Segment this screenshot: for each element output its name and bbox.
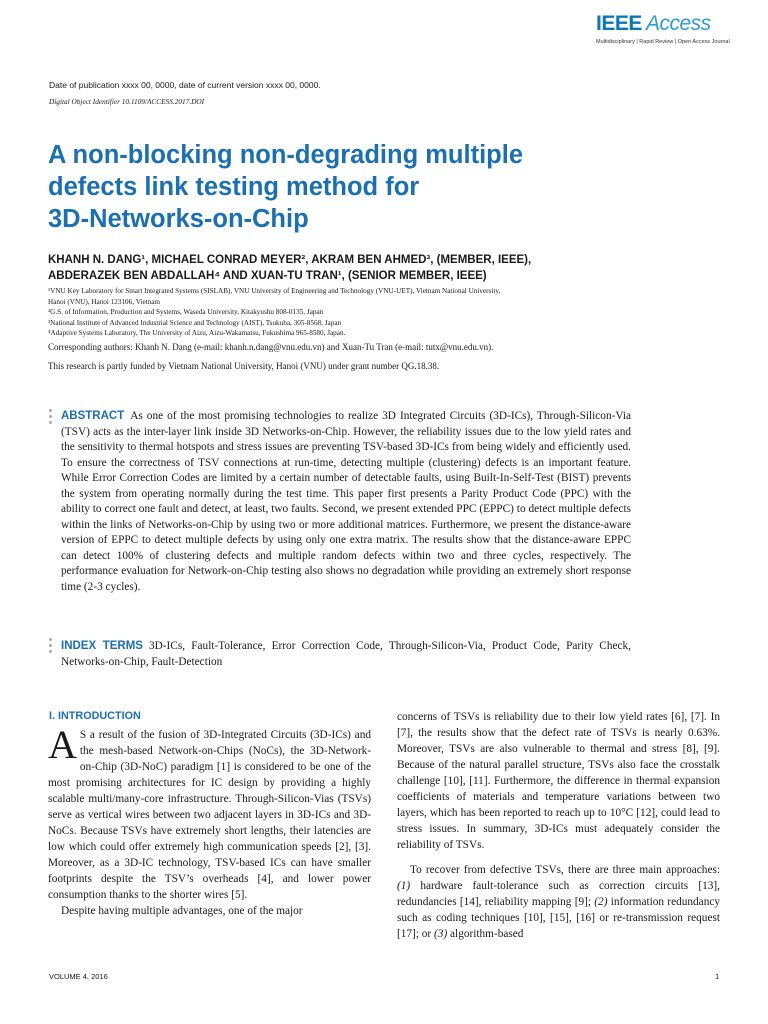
affiliation: ²G.S. of Information, Production and Systems, Waseda University, Kitakyushu 808-0135, Japan [48,308,324,317]
body-column-right [397,709,720,942]
affiliation: ⁴Adaptive Systems Laboratory, The University of Aizu, Aizu-Wakamatsu, Fukushima 965-8580, Japan. [48,329,346,338]
paragraph: Despite having multiple advantages, one of the major [61,905,303,917]
logo-tagline: Multidisciplinary | Rapid Review | Open Access Journal [596,39,730,45]
author-line: KHANH N. DANG¹, MICHAEL CONRAD MEYER², AKRAM BEN AHMED³, (MEMBER, IEEE), [48,254,532,266]
logo-brand-bold: IEEE [596,12,642,35]
title-line: defects link testing method for [48,173,420,201]
affiliation: ¹VNU Key Laboratory for Smart Integrated Systems (SISLAB), VNU University of Engineering and Technology (VNU-UET), Vietnam National University, [48,287,501,295]
publication-date: Date of publication xxxx 00, 0000, date of current version xxxx 00, 0000. [49,80,321,90]
abstract-text: As one of the most promising technologies to realize 3D Integrated Circuits (3D-ICs), Through-Silicon-Via (TSV) acts as the inter-layer link inside 3D Networks-on-Chip. However, the reliability issues due to the low yield rates and the sensitivity to thermal hotspots and stress issues are preventing TSV-based 3D-ICs from being widely and efficiently used. To ensure the correctness of TSV connections at run-time, detecting multiple (clustering) defects is an important feature. While Error Correction Codes are limited by a certain number of detectable faults, using Built-In-Self-Test (BIST) prevents the system from operating normally during the test time. This paper first presents a Parity Product Code (PPC) with the ability to correct one fault and detect, at least, two faults. Second, we present extended PPC (EPPC) to detect multiple defects within the links of Networks-on-Chip by using two or more additional matrices. Furthermore, we present the distance-aware version of EPPC to detect multiple defects by using only one extra matrix. The results show that the distance-aware EPPC can detect 100% of clustering defects and multiple random defects within two and three cycles, respectively. The performance evaluation for Network-on-Chip testing also shows no degradation while providing an extremely short response time (2-3 cycles). [61,410,631,593]
section-heading: I. INTRODUCTION [49,710,141,722]
paragraph: concerns of TSVs is reliability due to their low yield rates [6], [7]. In [7], the results show that the defect rate of TSVs is nearly 0.63%. Moreover, TSVs are also vulnerable to thermal and stress [8], [9]. Because of the natural parallel structure, TSVs also face the crosstalk challenge [10], [11]. Furthermore, the difference in thermal expansion coefficients of materials and temperature variations between two layers, which has been reported to reach up to 10°C [12], could lead to stress issues. In summary, 3D-ICs must adequately consider the reliability of TSVs. [397,711,720,851]
abstract-label: ABSTRACT [61,410,125,422]
index-terms-marker-icon [49,638,53,656]
enum-marker: (3) [434,928,448,940]
paragraph [397,862,720,942]
paragraph-text: information redundancy such as coding techniques [10], [15], [16] or re-transmission request [17]; or [397,896,721,940]
volume-footer: VOLUME 4, 2016 [49,972,108,981]
page-number: 1 [715,972,720,981]
abstract [61,409,631,595]
affiliation: Hanoi (VNU), Hanoi 123106, Vietnam [48,297,161,306]
funding-note: This research is partly funded by Vietnam National University, Hanoi (VNU) under grant number QG.18.38. [48,361,440,371]
corresponding-authors: Corresponding authors: Khanh N. Dang (e-mail: khanh.n.dang@vnu.edu.vn) and Xuan-Tu Tran (e-mail: tutx@vnu.edu.vn). [48,342,494,352]
ieee-access-logo [596,12,730,48]
abstract-marker-icon [49,409,53,427]
paragraph-text: algorithm-based [447,928,524,940]
paper-title [48,139,648,235]
title-line: A non-blocking non-degrading multiple [48,141,524,169]
paragraph [48,722,371,903]
logo-brand-light: Access [646,12,711,35]
title-line: 3D-Networks-on-Chip [48,205,309,233]
enum-marker: (1) [397,880,411,892]
index-terms-text: 3D-ICs, Fault-Tolerance, Error Correction Code, Through-Silicon-Via, Product Code, Parity Check, Networks-on-Chip, Fault-Detection [61,640,631,668]
paragraph-text: To recover from defective TSVs, there are three main approaches: [410,864,720,876]
index-terms-label: INDEX TERMS [61,640,143,652]
paragraph-text: hardware fault-tolerance such as correction circuits [13], redundancies [14], reliability mapping [9]; [397,880,720,908]
author-line: ABDERAZEK BEN ABDALLAH⁴ AND XUAN-TU TRAN¹, (SENIOR MEMBER, IEEE) [48,270,487,282]
index-terms [61,639,631,670]
doi: Digital Object Identifier 10.1109/ACCESS.2017.DOI [49,97,205,106]
enum-marker: (2) [594,896,608,908]
affiliation: ³National Institute of Advanced Industrial Science and Technology (AIST), Tsukuba, 305-8568, Japan [48,318,342,327]
affiliations [48,286,688,339]
drop-cap: A [48,722,77,767]
paragraph-text: S a result of the fusion of 3D-Integrated Circuits (3D-ICs) and the mesh-based Network-on-Chips (NoCs), the 3D-Network-on-Chip (3D-NoC) paradigm [1] is considered to be one of the most promising architectures for IC design by providing a highly scalable multi/many-core infrastructure. Through-Silicon-Vias (TSVs) serve as vertical wires between two adjacent layers in 3D-ICs and 3D-NoCs. Because TSVs have extremely short lengths, their latencies are low which could offer extremely high communication speeds [2], [3]. Moreover, as a 3D-IC technology, TSV-based ICs can have smaller footprints despite the TSV’s overheads [4], and lower power consumption thanks to the shorter wires [5]. [48,729,371,901]
body-column-left [48,722,371,919]
author-list [48,252,688,284]
